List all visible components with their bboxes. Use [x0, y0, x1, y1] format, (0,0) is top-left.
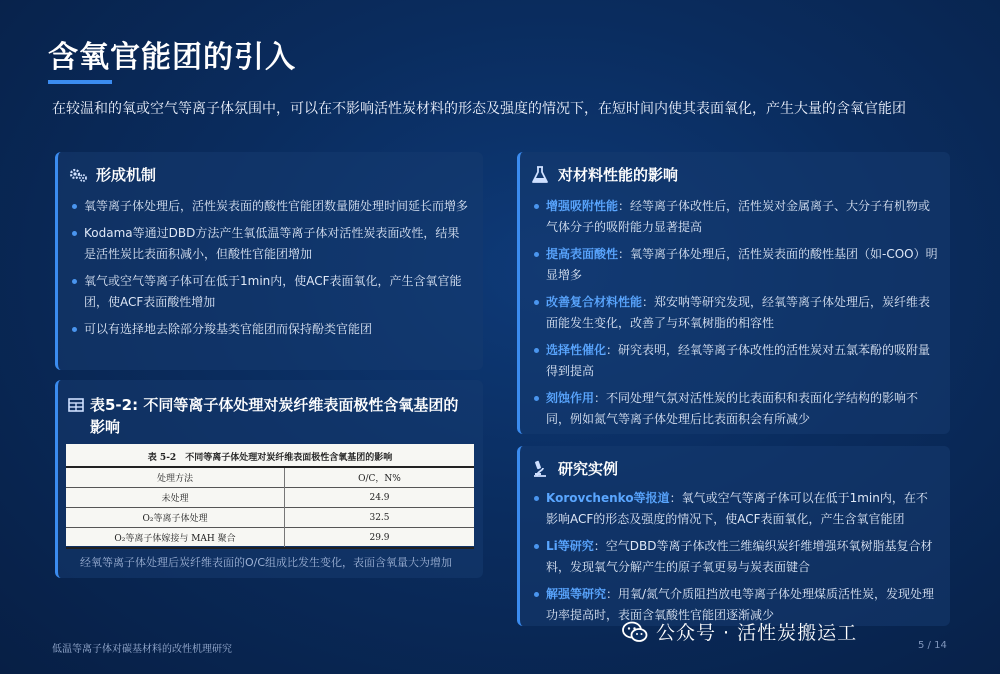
table-cell: 29.9: [285, 528, 475, 549]
item-keyword: 解强等研究: [546, 587, 607, 601]
item-text: ：氧等离子体处理后，活性炭表面的酸性基团（如-COO）明显增多: [546, 247, 938, 282]
effects-heading: 对材料性能的影响: [558, 166, 679, 184]
table-heading: 表5-2: 不同等离子体处理对炭纤维表面极性含氧基团的影响: [90, 396, 459, 436]
list-item: Kodama等通过DBD方法产生氧低温等离子体对活性炭表面改性，结果是活性炭比表面积减小，但酸性官能团增加: [70, 223, 471, 265]
list-item: 可以有选择地去除部分羧基类官能团而保持酚类官能团: [70, 319, 471, 340]
watermark-text: 公众号 · 活性炭搬运工: [656, 622, 858, 644]
intro-text: 在较温和的氧或空气等离子体氛围中，可以在不影响活性炭材料的形态及强度的情况下，在短时间内使其表面氧化，产生大量的含氧官能团: [52, 101, 906, 117]
table-row: [66, 488, 474, 508]
list-item: [532, 536, 938, 578]
item-text: ：经等离子体改性后，活性炭对金属离子、大分子有机物或气体分子的吸附能力显著提高: [546, 199, 931, 234]
table-caption: 表 5-2 不同等离子体处理对炭纤维表面极性含氧基团的影响: [147, 453, 393, 463]
item-text: ：氧气或空气等离子体可以在低于1min内，在不影响ACF的形态及强度的情况下，使ACF表面氧化，产生含氧官能团: [546, 491, 928, 526]
item-text: ：用氧/氮气介质阻挡放电等离子体处理煤质活性炭，发现处理功率提高时，表面含氧酸性官能团逐渐减少: [546, 587, 935, 622]
effects-list: [532, 196, 938, 436]
effects-card: [517, 152, 950, 434]
slide-title: 含氧官能团的引入: [48, 40, 296, 75]
flask-icon: [530, 166, 550, 184]
cases-card: [517, 446, 950, 626]
table-icon: [68, 398, 84, 412]
list-item: 氧等离子体处理后，活性炭表面的酸性官能团数量随处理时间延长而增多: [70, 196, 471, 217]
microscope-icon: [530, 460, 550, 478]
table-cell: 24.9: [285, 488, 475, 508]
list-item: [532, 292, 938, 334]
table-image: [66, 444, 474, 546]
table-card: [55, 380, 483, 578]
page-number: 5 / 14: [918, 640, 947, 651]
table-row: [66, 508, 474, 528]
table-cell: 未处理: [66, 488, 285, 508]
item-keyword: 刻蚀作用: [546, 391, 595, 405]
watermark: [622, 618, 857, 645]
item-keyword: 提高表面酸性: [546, 247, 619, 261]
column-header: 处理方法: [66, 467, 285, 488]
wechat-icon: [622, 621, 648, 643]
cases-heading: 研究实例: [558, 460, 619, 478]
mechanism-list: [70, 196, 471, 346]
item-text: ：研究表明，经氧等离子体改性的活性炭对五氯苯酚的吸附量得到提高: [546, 343, 931, 378]
table-cell: O₂等离子体嫁接与 MAH 聚合: [66, 528, 285, 549]
table-cell: O₂等离子体处理: [66, 508, 285, 528]
table-cell: 32.5: [285, 508, 475, 528]
column-header: O/C，N%: [285, 467, 475, 488]
table-note: 经氧等离子体处理后炭纤维表面的O/C组成比发生变化，表面含氧量大为增加: [80, 556, 453, 569]
cases-list: [532, 488, 938, 632]
table-header-row: [66, 467, 474, 488]
table-row: [66, 528, 474, 549]
gears-icon: [68, 166, 88, 184]
item-keyword: 增强吸附性能: [546, 199, 619, 213]
item-keyword: 改善复合材料性能: [546, 295, 643, 309]
list-item: [532, 340, 938, 382]
mechanism-card: [55, 152, 483, 370]
cases-header: [530, 458, 618, 479]
mechanism-heading: 形成机制: [96, 166, 157, 184]
footer-text: 低温等离子体对碳基材料的改性机理研究: [52, 644, 232, 655]
list-item: [532, 244, 938, 286]
list-item: 氧气或空气等离子体可在低于1min内，使ACF表面氧化，产生含氧官能团，使ACF表面酸性增加: [70, 271, 471, 313]
item-keyword: 选择性催化: [546, 343, 607, 357]
data-table: [66, 466, 474, 549]
item-text: ：空气DBD等离子体改性三维编织炭纤维增强环氧树脂基复合材料，发现氧气分解产生的原子氧更易与炭表面键合: [546, 539, 933, 574]
title-underline: [48, 80, 112, 84]
effects-header: [530, 164, 678, 185]
item-keyword: Korovchenko等报道: [546, 491, 670, 505]
item-text: ：不同处理气氛对活性炭的比表面积和表面化学结构的影响不同，例如氮气等离子体处理后比表面积会有所减少: [546, 391, 919, 426]
item-text: ：郑安呐等研究发现，经氧等离子体处理后，炭纤维表面能发生变化，改善了与环氧树脂的相容性: [546, 295, 931, 330]
list-item: [532, 196, 938, 238]
item-keyword: Li等研究: [546, 539, 594, 553]
mechanism-header: [68, 164, 156, 185]
list-item: [532, 488, 938, 530]
list-item: [532, 388, 938, 430]
